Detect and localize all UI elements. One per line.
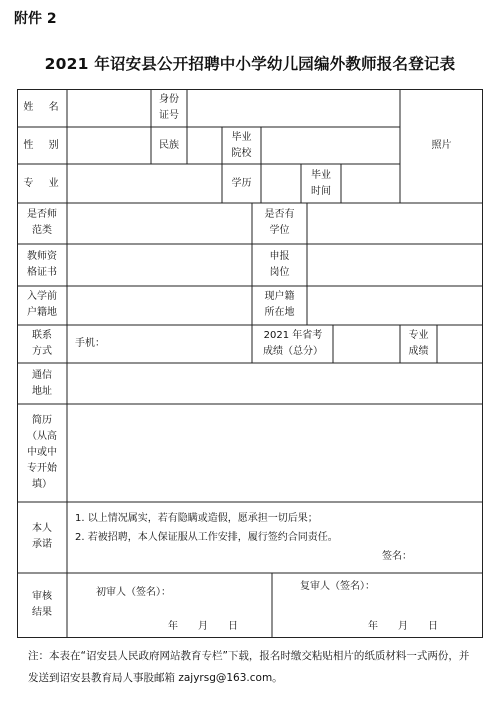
pledge-line-2: 2. 若被招聘，本人保证服从工作安排，履行签约合同责任。 <box>75 532 338 543</box>
signature-field[interactable] <box>413 547 481 569</box>
label-gender: 性 别 <box>23 140 65 151</box>
education-field[interactable] <box>262 165 300 202</box>
has-degree-field[interactable] <box>308 204 482 243</box>
major-field[interactable] <box>68 165 221 202</box>
apply-position-field[interactable] <box>308 245 482 285</box>
id-card-field[interactable] <box>188 90 399 126</box>
label-ethnicity: 民族 <box>159 140 179 151</box>
name-field[interactable] <box>68 90 150 126</box>
label-normal-major: 是否师 范类 <box>27 209 57 236</box>
exam-score-field[interactable] <box>334 326 399 362</box>
label-teacher-cert: 教师资 格证书 <box>27 251 57 278</box>
label-pre-enroll-hukou: 入学前 户籍地 <box>27 291 57 318</box>
label-review: 审核 结果 <box>32 591 52 618</box>
pledge-line-1: 1. 以上情况属实，若有隐瞒或造假，愿承担一切后果； <box>75 513 318 524</box>
label-pledge: 本人 承诺 <box>32 523 52 550</box>
label-first-reviewer: 初审人（签名）： <box>96 587 171 598</box>
label-current-hukou: 现户籍 所在地 <box>264 291 295 318</box>
first-review-field[interactable] <box>68 574 271 637</box>
resume-field[interactable] <box>68 405 482 501</box>
second-review-date: 年 月 日 <box>368 621 438 632</box>
normal-major-field[interactable] <box>68 204 251 243</box>
registration-table <box>17 89 483 638</box>
label-apply-position: 申报 岗位 <box>269 251 290 278</box>
label-major-score: 专业 成绩 <box>408 330 429 357</box>
label-second-reviewer: 复审人（签名）： <box>300 581 375 592</box>
label-mobile: 手机： <box>75 338 105 349</box>
label-contact: 联系 方式 <box>32 330 52 357</box>
footnote: 注：本表在“诏安县人民政府网站教育专栏”下载，报名时缴交粘贴相片的纸质材料一式两份，并发送到诏安县教育局人事股邮箱 zajyrsg@163.com。 <box>28 650 470 684</box>
label-education: 学历 <box>231 178 252 189</box>
second-review-field[interactable] <box>273 574 482 637</box>
label-grad-time: 毕业 时间 <box>311 170 331 197</box>
major-score-field[interactable] <box>438 326 482 362</box>
label-address: 通信 地址 <box>32 370 52 397</box>
label-id-card: 身份 证号 <box>159 94 179 121</box>
label-name: 姓 名 <box>23 102 65 113</box>
label-major: 专 业 <box>23 178 65 189</box>
pre-enroll-hukou-field[interactable] <box>68 287 251 324</box>
current-hukou-field[interactable] <box>308 287 482 324</box>
mobile-field[interactable] <box>111 326 251 362</box>
label-exam-score: 2021 年省考 成绩（总分） <box>263 330 323 357</box>
label-grad-school: 毕业 院校 <box>231 132 252 159</box>
first-review-date: 年 月 日 <box>168 621 238 632</box>
label-resume: 简历 （从高 中或中 专开始 填） <box>27 415 57 490</box>
address-field[interactable] <box>68 364 482 403</box>
label-photo: 照片 <box>431 140 452 151</box>
ethnicity-field[interactable] <box>188 128 221 163</box>
label-signature: 签名： <box>382 551 412 562</box>
annex-label: 附件 2 <box>14 11 57 27</box>
form-title: 2021 年诏安县公开招聘中小学幼儿园编外教师报名登记表 <box>44 55 456 73</box>
grad-school-field[interactable] <box>262 128 399 163</box>
grad-time-field[interactable] <box>342 165 399 202</box>
teacher-cert-field[interactable] <box>68 245 251 285</box>
label-has-degree: 是否有 学位 <box>264 209 295 236</box>
gender-field[interactable] <box>68 128 150 163</box>
